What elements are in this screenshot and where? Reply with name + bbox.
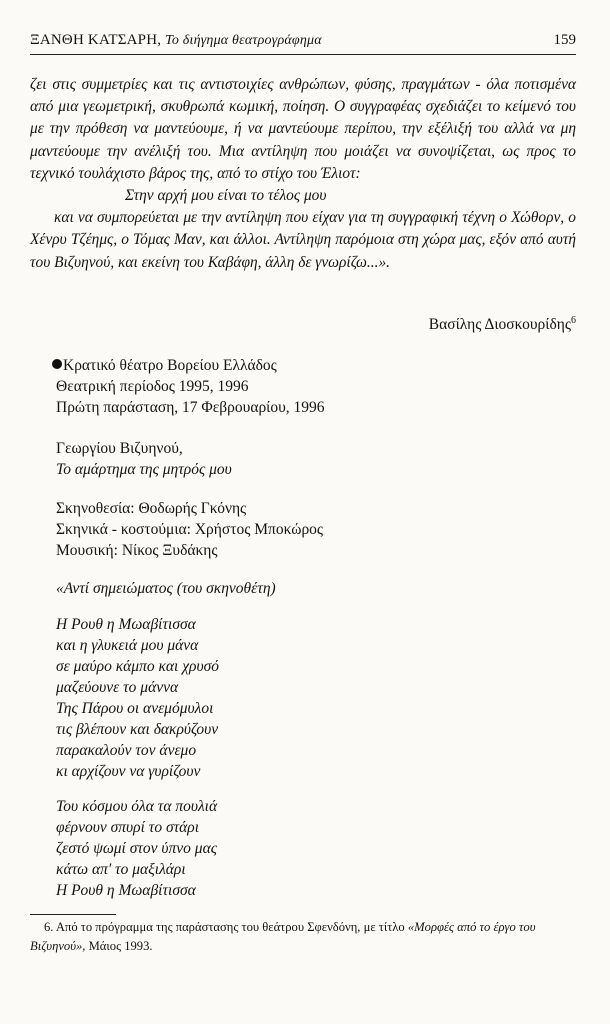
credit-music: Μουσική: Νίκος Ξυδάκης bbox=[56, 542, 218, 559]
poem-line: Του κόσμου όλα τα πουλιά bbox=[56, 798, 218, 815]
poem-line: τις βλέπουν και δακρύζουν bbox=[56, 721, 219, 738]
work-title: Το αμάρτημα της μητρός μου bbox=[56, 461, 232, 478]
page-number: 159 bbox=[553, 32, 576, 48]
poem-line: Της Πάρου οι ανεμόμυλοι bbox=[56, 700, 214, 717]
poem-stanza-2 bbox=[56, 796, 576, 901]
eliot-quote: Στην αρχή μου είναι το τέλος μου bbox=[125, 187, 327, 205]
poem-line: φέρνουν σπυρί το στάρι bbox=[56, 819, 200, 836]
bullet-icon bbox=[52, 359, 62, 369]
credit-direction: Σκηνοθεσία: Θοδωρής Γκόνης bbox=[56, 500, 247, 517]
poem-stanza-1 bbox=[56, 614, 576, 782]
poem-line: σε μαύρο κάμπο και χρυσό bbox=[56, 658, 219, 675]
poem-line: ζεστό ψωμί στον ύπνο μας bbox=[56, 840, 218, 857]
footnote-text-after: , Μάιος 1993. bbox=[82, 938, 153, 953]
poem-line: και η γλυκειά μου μάνα bbox=[56, 637, 199, 654]
poem-line: κάτω απ' το μαξιλάρι bbox=[56, 861, 186, 878]
running-header-text bbox=[30, 32, 322, 49]
poem-line: Η Ρουθ η Μωαβίτισσα bbox=[56, 882, 196, 899]
season: Θεατρική περίοδος 1995, 1996 bbox=[56, 378, 249, 395]
poem-line: μαζεύουνε το μάννα bbox=[56, 679, 179, 696]
poem-line: κι αρχίζουν να γυρίζουν bbox=[56, 763, 201, 780]
footnote-rule bbox=[30, 914, 116, 915]
footnote-text bbox=[30, 918, 576, 955]
intro-quotation bbox=[30, 74, 576, 274]
premiere: Πρώτη παράσταση, 17 Φεβρουαρίου, 1996 bbox=[56, 399, 325, 416]
footnote-title: «Μορφές από το έργο του Βιζυηνού» bbox=[30, 920, 536, 953]
footnote bbox=[30, 918, 576, 955]
header-title: Το διήγημα θεατρογράφημα bbox=[165, 33, 322, 48]
signature bbox=[429, 315, 576, 334]
signature-name: Βασίλης Διοσκουρίδης bbox=[428, 316, 571, 334]
footnote-text-before: 6. Από το πρόγραμμα της παράστασης του θεάτρου Σφενδόνη, με τίτλο bbox=[44, 920, 408, 934]
running-header bbox=[30, 32, 576, 52]
footnote-ref: 6 bbox=[571, 315, 576, 326]
header-author: ΞΑΝΘΗ ΚΑΤΣΑΡΗ, bbox=[30, 32, 162, 48]
work-info bbox=[56, 438, 576, 480]
intro-paragraph-2: και να συμπορεύεται με την αντίληψη που είχαν για τη συγγραφική τέχνη ο Χώθορν, ο Χένρυ Τζέημς, ο Τόμας Μαν, και άλλοι. Αντίληψη παρόμοια στη χώρα μας, εξόν από αυτή του Βιζυηνού, και εκείνη του Καβάφη, άλλη δε γνωρίζω...». bbox=[30, 209, 576, 271]
production-info bbox=[52, 355, 572, 418]
poem-line: Η Ρουθ η Μωαβίτισσα bbox=[56, 616, 196, 633]
work-author: Γεωργίου Βιζυηνού, bbox=[56, 440, 183, 457]
poem-line: παρακαλούν τον άνεμο bbox=[56, 742, 197, 759]
theatre-name: Κρατικό θέατρο Βορείου Ελλάδος bbox=[63, 357, 277, 374]
note-heading: «Αντί σημειώματος (του σκηνοθέτη) bbox=[56, 580, 276, 597]
intro-paragraph-1: ζει στις συμμετρίες και τις αντιστοιχίες ανθρώπων, φύσης, πραγμάτων - όλα ποτισμένα από μια γεωμετρική, σκυθρωπά κωμική, ποίηση. Ο συγγραφέας σχεδιάζει το κείμενό του με την πρόθεση να μαντεύουμε, ή να μαντεύουμε περίπου, την εξέλιξή του αλλά να μη μαντεύουμε την ανέλιξή του. Μια αντίληψη που μοιάζει να συνοψίζεται, ως προς το τεχνικό τουλάχιστο βάρος της, από το στίχο του Έλιοτ: bbox=[30, 76, 576, 182]
header-rule bbox=[30, 54, 576, 55]
credits bbox=[56, 498, 576, 561]
credit-design: Σκηνικά - κοστούμια: Χρήστος Μποκώρος bbox=[56, 521, 324, 538]
